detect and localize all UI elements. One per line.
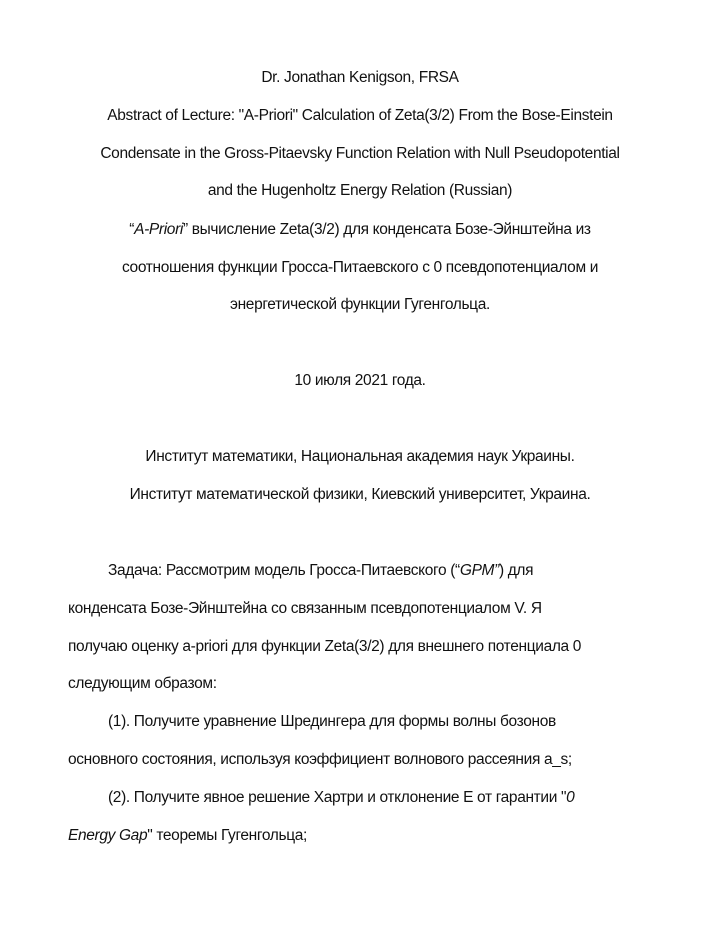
problem-prefix: Задача: Рассмотрим модель Гросса-Питаевского (“ [108,562,460,579]
problem-line-2: конденсата Бозе-Эйнштейна со связанным псевдопотенциалом V. Я [68,600,542,617]
gpm-italic: GPM” [459,562,499,579]
a-priori-italic: A-Priori [134,221,183,238]
date-line: 10 июля 2021 года. [294,372,426,389]
problem-line-4: следующим образом: [68,675,217,692]
step-2-line-2 [68,826,708,846]
open-quote: “ [129,221,135,238]
step-2-suffix: " теоремы Гугенгольца; [147,827,307,844]
affiliation-line-2: Институт математической физики, Киевский университет, Украина. [129,486,591,503]
step-2-prefix: (2). Получите явное решение Хартри и отклонение E от гарантии " [108,789,567,806]
affiliation-line-1: Институт математики, Национальная академия наук Украины. [145,448,575,465]
abstract-title-line-1: Abstract of Lecture: "A-Priori" Calculation of Zeta(3/2) From the Bose-Einstein [107,107,613,124]
step-1-line-1: (1). Получите уравнение Шредингера для формы волны бозонов [108,713,556,730]
abstract-title-line-3: and the Hugenholtz Energy Relation (Russian) [207,182,513,199]
energy-gap-italic: Energy Gap [68,827,148,844]
abstract-title-line-2: Condensate in the Gross-Pitaevsky Function Relation with Null Pseudopotential [100,145,620,162]
russian-title-rest: ” вычисление Zeta(3/2) для конденсата Бозе-Эйнштейна из [182,221,591,238]
russian-title-line-1 [0,220,720,240]
step-2-line-1 [108,788,708,808]
author-line: Dr. Jonathan Kenigson, FRSA [261,69,459,86]
problem-suffix: ) для [498,562,534,579]
problem-line-3: получаю оценку a-priori для функции Zeta(3/2) для внешнего потенциала 0 [68,638,582,655]
zero-italic: 0 [566,789,575,806]
russian-title-line-3: энергетической функции Гугенгольца. [230,296,490,313]
problem-line-1 [108,561,708,581]
russian-title-line-2: соотношения функции Гросса-Питаевского с 0 псевдопотенциалом и [121,259,599,276]
step-1-line-2: основного состояния, используя коэффициент волнового рассеяния a_s; [68,751,572,768]
